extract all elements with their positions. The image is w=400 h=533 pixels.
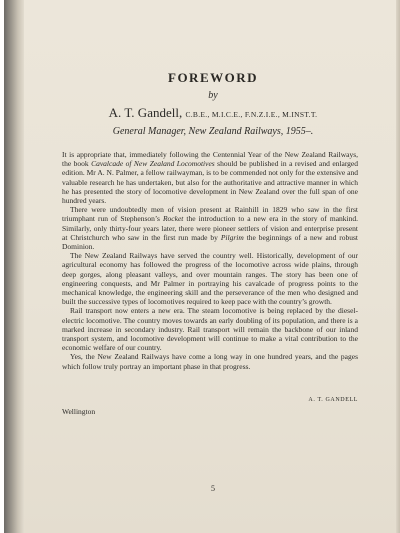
text-segment: should be published in a revised and enlarged edition. Mr A. N. Palmer, a fellow railwayman, is to be commended not only for the extensive and valuable research he has undertaken, but also for the authoritative and attractive manner in which he has presented the story of locomotive development in New Zealand over the full span of one hundred years.	[62, 159, 359, 206]
page-number: 5	[211, 484, 215, 493]
place-name: Wellington	[62, 407, 96, 416]
author-qualifications: C.B.E., M.I.C.E., F.N.Z.I.E., M.INST.T.	[185, 110, 318, 119]
italic-title: Cavalcade of New Zealand Locomotives	[91, 159, 215, 169]
text-segment: Rail transport now enters a new era. The steam locomotive is being replaced by the diesel-electric locomotive. The country moves towards an early doubling of its population, and there is a marked increase in secondary industry. Rail transport will remain the backbone of our inland transport system, and locomotive development will continue to make a vital contribution to the economic welfare of our country.	[62, 306, 358, 353]
text-segment: Yes, the New Zealand Railways have come a long way in one hundred years, and the pages which follow truly portray an important phase in that progress.	[62, 352, 358, 371]
book-page	[4, 0, 400, 533]
foreword-body	[62, 150, 358, 371]
paragraph	[62, 150, 358, 205]
text-segment: The New Zealand Railways have served the country well. Historically, development of our agricultural economy has followed the progress of the locomotive across wide plains, through deep gorges, along pleasant valleys, and over mountain ranges. The story has been one of engineering conquests, and Mr Palmer in portraying his cavalcade of progress points to the mechanical knowledge, the engineering skill and the perseverance of the men who designed and built the successive types of locomotives required to keep pace with the country’s growth.	[62, 251, 358, 307]
text-segment: There were undoubtedly men of vision present at Rainhill in 1829 who saw in the first triumphant run of Stephenson’s	[62, 205, 358, 224]
book-spine-shadow	[4, 0, 24, 533]
paragraph	[62, 251, 358, 306]
by-line: by	[208, 90, 218, 101]
author-line	[26, 105, 400, 121]
paragraph	[62, 306, 358, 352]
text-segment: It is appropriate that, immediately following the Centennial Year of the New Zealand Railways, the book	[62, 150, 358, 169]
author-name: A. T. Gandell,	[108, 105, 183, 120]
paragraph	[62, 352, 358, 370]
author-role: General Manager, New Zealand Railways, 1955–.	[112, 126, 314, 137]
page-title: FOREWORD	[168, 70, 258, 85]
signature: A. T. GANDELL	[308, 397, 358, 403]
foreword-heading	[26, 70, 400, 137]
paragraph	[62, 205, 358, 251]
italic-title: Rocket	[162, 214, 184, 224]
italic-title: Pilgrim	[220, 232, 244, 242]
text-segment: the introduction to a new era in the story of mankind. Similarly, only thirty-four years later, there were pioneer settlers of vision and enterprise present at Christchurch who saw in the first run made by	[62, 214, 358, 242]
text-segment: the beginnings of a new and robust Dominion.	[62, 232, 358, 252]
